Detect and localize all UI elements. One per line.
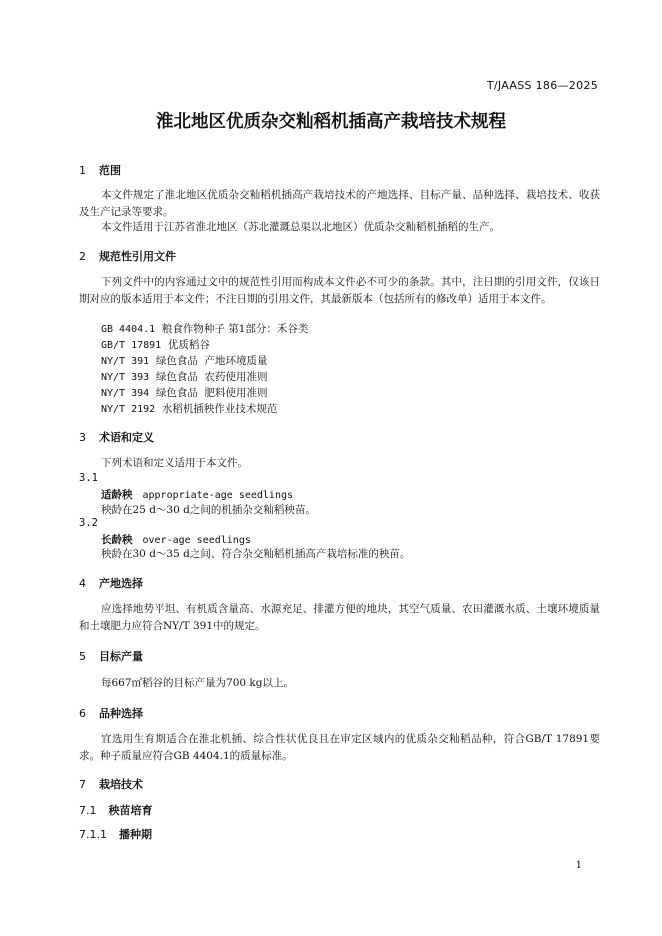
paragraph: 下列文件中的内容通过文中的规范性引用而构成本文件必不可少的条款。其中，注日期的引用文件，仅该日期对应的版本适用于本文件；不注日期的引用文件，其最新版本（包括所有的修改单）适用于本文件。 bbox=[79, 276, 600, 305]
subsection-number: 7.1 bbox=[79, 804, 97, 817]
section-heading-variety-selection bbox=[79, 705, 143, 721]
paragraph: 本文件规定了淮北地区优质杂交籼稻机插高产栽培技术的产地选择、目标产量、品种选择、栽培技术、收获及生产记录等要求。 bbox=[79, 189, 600, 218]
reference-name: 粮食作物种子 第1部分：禾谷类 bbox=[161, 323, 309, 335]
document-number: T/JAASS 186—2025 bbox=[486, 79, 598, 92]
reference-item bbox=[101, 369, 268, 386]
section-heading-scope bbox=[79, 162, 121, 178]
section-heading-normative-references bbox=[79, 248, 176, 264]
term-definition: 秧龄在30 d～35 d之间、符合杂交籼稻机插高产栽培标准的秧苗。 bbox=[101, 548, 411, 560]
section-number: 3 bbox=[79, 431, 86, 444]
section-heading-terms-definitions bbox=[79, 429, 154, 445]
section-number: 1 bbox=[79, 164, 86, 177]
term-definition: 秧龄在25 d～30 d之间的机插杂交籼稻秧苗。 bbox=[101, 504, 316, 516]
reference-code: GB 4404.1 bbox=[101, 324, 156, 335]
subsection-title: 播种期 bbox=[119, 828, 152, 841]
reference-code: NY/T 393 bbox=[101, 372, 150, 383]
reference-name: 绿色食品 农药使用准则 bbox=[155, 371, 268, 383]
paragraph: 下列术语和定义适用于本文件。 bbox=[101, 457, 248, 469]
paragraph: 每667㎡稻谷的目标产量为700 kg以上。 bbox=[101, 677, 295, 689]
reference-name: 绿色食品 产地环境质量 bbox=[155, 355, 268, 367]
reference-code: NY/T 391 bbox=[101, 356, 150, 367]
section-title: 范围 bbox=[99, 164, 121, 177]
section-title: 目标产量 bbox=[99, 650, 143, 663]
term-en: appropriate-age seedlings bbox=[142, 490, 294, 501]
reference-name: 水稻机插秧作业技术规范 bbox=[161, 403, 278, 415]
section-title: 栽培技术 bbox=[99, 778, 143, 791]
section-heading-site-selection bbox=[79, 575, 143, 591]
document-title: 淮北地区优质杂交籼稻机插高产栽培技术规程 bbox=[156, 112, 506, 132]
reference-item bbox=[101, 321, 308, 338]
page-number: 1 bbox=[575, 860, 582, 871]
term-name bbox=[101, 487, 293, 502]
section-title: 品种选择 bbox=[99, 707, 143, 720]
section-heading-cultivation-techniques bbox=[79, 776, 143, 792]
subsection-number: 7.1.1 bbox=[79, 828, 107, 841]
section-number: 7 bbox=[79, 778, 86, 791]
section-title: 产地选择 bbox=[99, 577, 143, 590]
reference-name: 优质稻谷 bbox=[167, 339, 210, 351]
subsection-heading-sowing-date bbox=[79, 826, 152, 842]
reference-name: 绿色食品 肥料使用准则 bbox=[155, 387, 268, 399]
term-name bbox=[101, 532, 251, 547]
section-number: 2 bbox=[79, 250, 86, 263]
reference-item bbox=[101, 353, 268, 370]
reference-code: NY/T 394 bbox=[101, 388, 150, 399]
reference-item bbox=[101, 401, 277, 418]
term-zh: 适龄秧 bbox=[101, 489, 133, 501]
subsection-heading-seedling-cultivation bbox=[79, 802, 153, 818]
section-number: 4 bbox=[79, 577, 86, 590]
subsection-title: 秧苗培育 bbox=[108, 804, 153, 817]
section-title: 术语和定义 bbox=[99, 431, 154, 444]
paragraph: 本文件适用于江苏省淮北地区（苏北灌溉总渠以北地区）优质杂交籼稻机插稻的生产。 bbox=[101, 221, 500, 233]
paragraph: 宜选用生育期适合在淮北机插、综合性状优良且在审定区域内的优质杂交籼稻品种，符合GB/T 17891要求。种子质量应符合GB 4404.1的质量标准。 bbox=[79, 733, 600, 762]
section-number: 6 bbox=[79, 707, 86, 720]
section-heading-target-yield bbox=[79, 648, 143, 664]
term-en: over-age seedlings bbox=[142, 535, 251, 546]
section-title: 规范性引用文件 bbox=[99, 250, 176, 263]
reference-code: GB/T 17891 bbox=[101, 340, 162, 351]
term-number: 3.1 bbox=[79, 472, 98, 484]
reference-code: NY/T 2192 bbox=[101, 404, 156, 415]
term-zh: 长龄秧 bbox=[101, 534, 133, 546]
term-number: 3.2 bbox=[79, 517, 98, 529]
reference-item bbox=[101, 337, 210, 354]
paragraph: 应选择地势平坦、有机质含量高、水源充足、排灌方便的地块，其空气质量、农田灌溉水质、土壤环境质量和土壤肥力应符合NY/T 391中的规定。 bbox=[79, 603, 600, 632]
section-number: 5 bbox=[79, 650, 86, 663]
reference-item bbox=[101, 385, 268, 402]
